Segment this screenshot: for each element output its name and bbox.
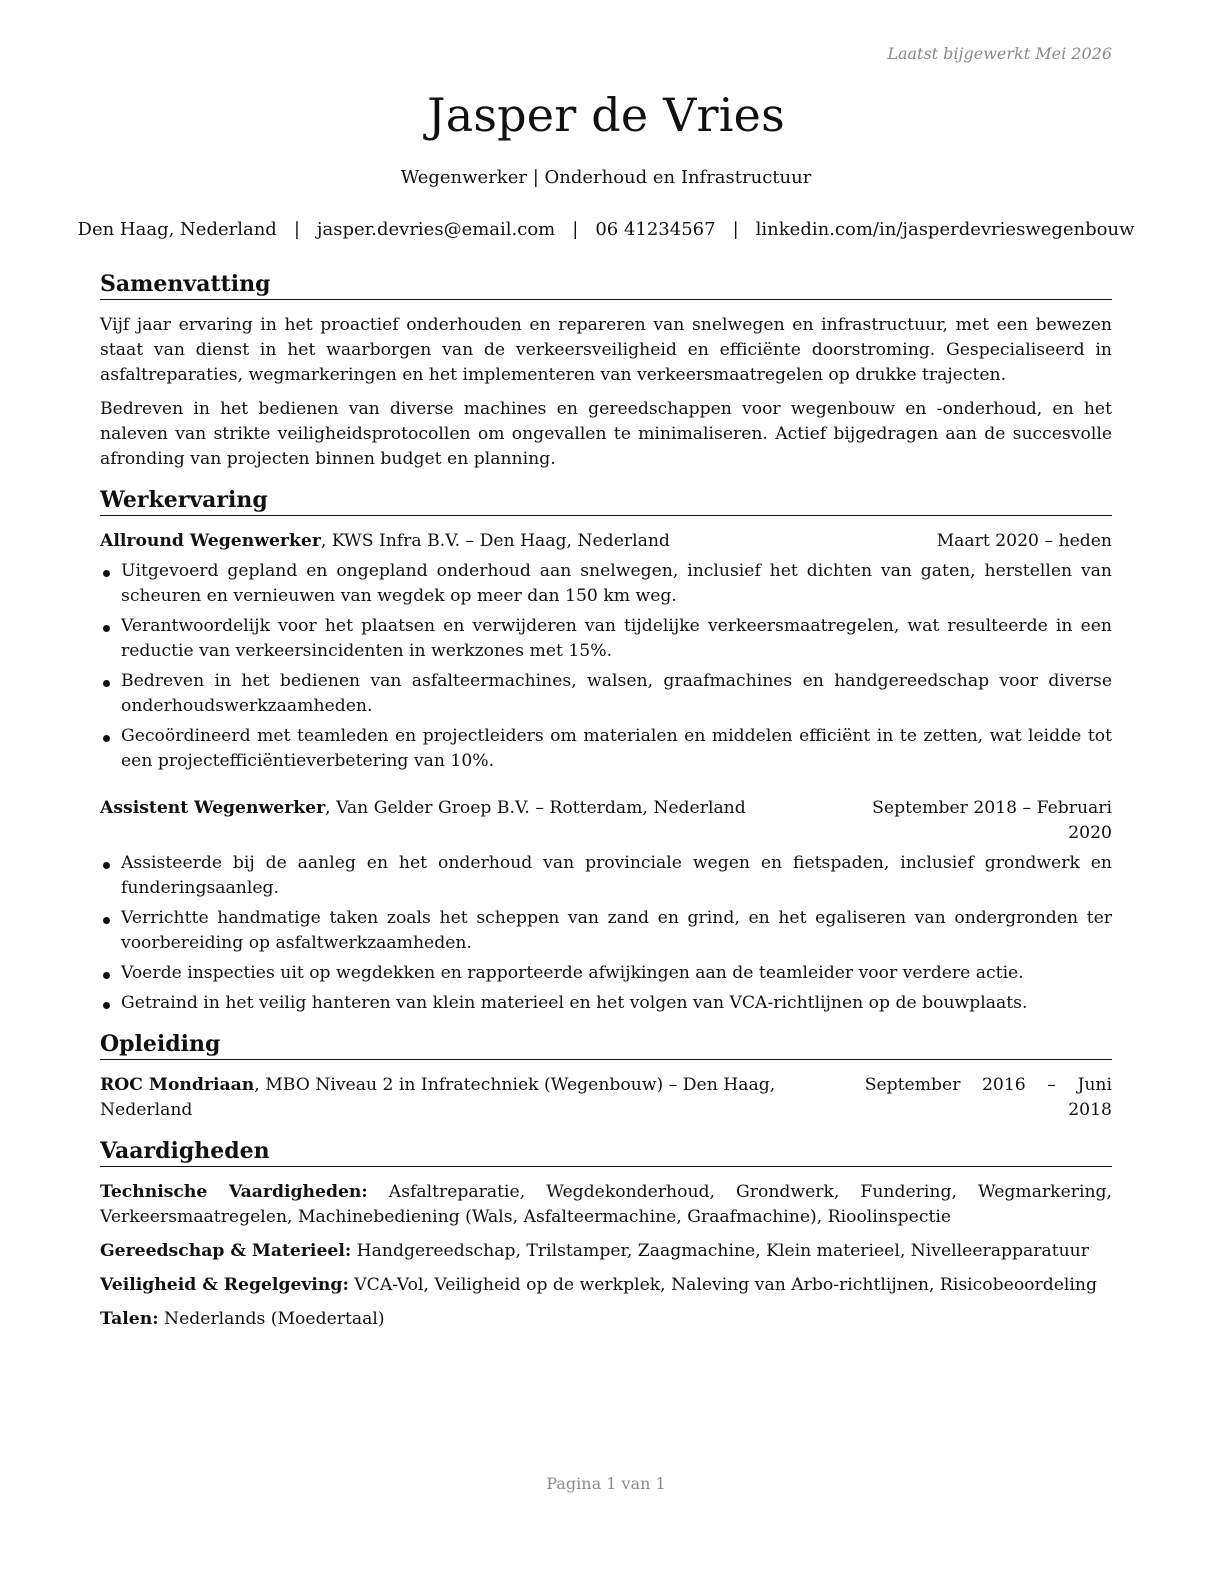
job-entry (100, 529, 1112, 774)
bullet-text: Bedreven in het bedienen van asfalteermachines, walsen, graafmachines en handgereedschap voor diverse onderhoudswerkzaamheden. (121, 671, 1112, 716)
contact-linkedin[interactable]: linkedin.com/in/jasperdevrieswegenbouw (755, 219, 1135, 240)
contact-phone: 06 41234567 (595, 219, 716, 240)
list-item (100, 614, 1112, 664)
bullet-text: Voerde inspecties uit op wegdekken en rapporteerde afwijkingen aan de teamleider voor verdere actie. (121, 963, 1024, 983)
bullet-text: Assisteerde bij de aanleg en het onderhoud van provinciale wegen en fietspaden, inclusief grondwerk en funderingsaanleg. (121, 853, 1112, 898)
bullet-text: Getraind in het veilig hanteren van klein materieel en het volgen van VCA-richtlijnen op de bouwplaats. (121, 993, 1028, 1013)
bullet-text: Uitgevoerd gepland en ongepland onderhoud aan snelwegen, inclusief het dichten van gaten, herstellen van scheuren en vernieuwen van wegdek op meer dan 150 km weg. (121, 561, 1112, 606)
skill-value: Handgereedschap, Trilstamper, Zaagmachine, Klein materieel, Nivelleerapparatuur (351, 1241, 1089, 1261)
page-number: Pagina 1 van 1 (546, 1474, 666, 1493)
skill-label: Gereedschap & Materieel: (100, 1241, 352, 1261)
education-section (100, 1030, 1112, 1123)
skill-label: Veiligheid & Regelgeving: (100, 1275, 349, 1295)
list-item (100, 724, 1112, 774)
skill-row (100, 1180, 1112, 1230)
skills-section (100, 1137, 1112, 1332)
summary-paragraph: Bedreven in het bedienen van diverse machines en gereedschappen voor wegenbouw en -onderhoud, en het naleven van strikte veiligheidsprotocollen om ongevallen te minimaliseren. Actief bijgedragen aan de succesvolle afronding van projecten binnen budget en planning. (100, 399, 1112, 469)
section-title: Samenvatting (100, 270, 1112, 300)
list-item (100, 559, 1112, 609)
candidate-name: Jasper de Vries (427, 88, 785, 142)
list-item (100, 991, 1112, 1016)
job-dates: Maart 2020 – heden (936, 531, 1112, 551)
contact-separator: | (293, 219, 300, 240)
bullet-icon (103, 570, 110, 577)
job-header (100, 529, 1112, 554)
skill-value: Asfaltreparatie, Wegdekonderhoud, Grondwerk, Fundering, Wegmarkering, Verkeersmaatregelen, Machinebediening (Wals, Asfalteermachine, Graafmachine), Rioolinspectie (100, 1182, 1112, 1227)
summary-section (100, 270, 1112, 472)
education-program: , MBO Niveau 2 in Infratechniek (Wegenbouw) – Den Haag, Nederland (100, 1075, 776, 1120)
section-title: Vaardigheden (100, 1137, 1112, 1167)
job-header (100, 796, 1112, 846)
list-item (100, 906, 1112, 956)
list-item (100, 669, 1112, 719)
candidate-subtitle: Wegenwerker | Onderhoud en Infrastructuur (400, 167, 812, 188)
education-school: ROC Mondriaan (100, 1075, 255, 1095)
resume-content (100, 270, 1112, 1346)
contact-location: Den Haag, Nederland (77, 219, 277, 240)
bullet-icon (103, 972, 110, 979)
list-item (100, 851, 1112, 901)
resume-page (77, 0, 1135, 1584)
bullet-icon (103, 917, 110, 924)
education-entry (100, 1073, 1112, 1123)
contact-separator: | (572, 219, 579, 240)
experience-section (100, 486, 1112, 1016)
bullet-icon (103, 1002, 110, 1009)
summary-paragraph: Vijf jaar ervaring in het proactief onderhouden en repareren van snelwegen en infrastructuur, met een bewezen staat van dienst in het waarborgen van de verkeersveiligheid en efficiënte doorstroming. Gespecialiseerd in asfaltreparaties, wegmarkeringen en het implementeren van verkeersmaatregelen op drukke trajecten. (100, 315, 1112, 385)
last-updated: Laatst bijgewerkt Mei 2026 (887, 44, 1112, 63)
bullet-text: Verantwoordelijk voor het plaatsen en verwijderen van tijdelijke verkeersmaatregelen, wat resulteerde in een reductie van verkeersincidenten in werkzones met 15%. (121, 616, 1112, 661)
job-employer: , Van Gelder Groep B.V. – Rotterdam, Nederland (325, 798, 746, 818)
contact-line (77, 219, 1135, 240)
contact-separator: | (732, 219, 739, 240)
skill-row (100, 1239, 1112, 1264)
skill-value: Nederlands (Moedertaal) (158, 1309, 385, 1329)
bullet-icon (103, 735, 110, 742)
bullet-text: Gecoördineerd met teamleden en projectleiders om materialen en middelen efficiënt in te zetten, wat leidde tot een projectefficiëntieverbetering van 10%. (121, 726, 1112, 771)
job-role: Allround Wegenwerker (100, 531, 321, 551)
section-title: Opleiding (100, 1030, 1112, 1060)
skill-label: Talen: (100, 1309, 159, 1329)
job-bullets (100, 559, 1112, 774)
contact-email[interactable]: jasper.devries@email.com (316, 219, 556, 240)
bullet-icon (103, 862, 110, 869)
list-item (100, 961, 1112, 986)
skill-row (100, 1307, 1112, 1332)
job-employer: , KWS Infra B.V. – Den Haag, Nederland (320, 531, 670, 551)
education-dates: September 2016 – Juni 2018 (864, 1075, 1112, 1120)
job-entry (100, 796, 1112, 1016)
skill-row (100, 1273, 1112, 1298)
bullet-icon (103, 625, 110, 632)
section-title: Werkervaring (100, 486, 1112, 516)
bullet-icon (103, 680, 110, 687)
skill-value: VCA-Vol, Veiligheid op de werkplek, Naleving van Arbo-richtlijnen, Risicobeoordeling (348, 1275, 1097, 1295)
skill-label: Technische Vaardigheden: (100, 1182, 368, 1202)
bullet-text: Verrichtte handmatige taken zoals het scheppen van zand en grind, en het egaliseren van ondergronden ter voorbereiding op asfaltwerkzaamheden. (121, 908, 1112, 953)
job-bullets (100, 851, 1112, 1016)
job-dates: September 2018 – Februari 2020 (872, 798, 1112, 843)
job-role: Assistent Wegenwerker (100, 798, 326, 818)
